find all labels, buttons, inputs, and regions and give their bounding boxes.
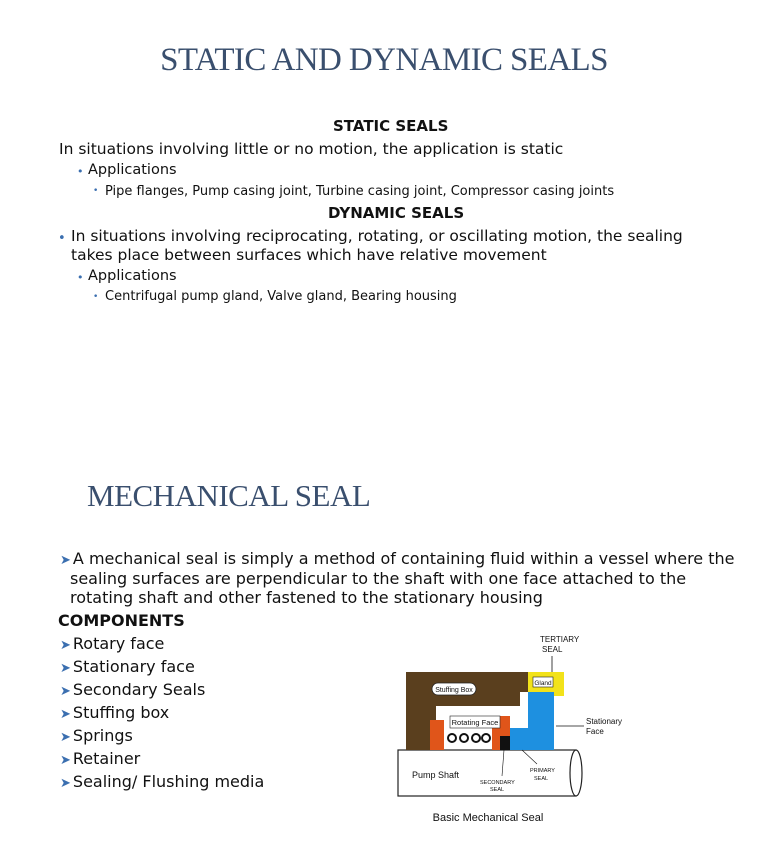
component-item: ➤ Springs <box>60 726 133 745</box>
diagram-caption: Basic Mechanical Seal <box>432 812 544 824</box>
static-applications-label: Applications <box>88 162 177 178</box>
component-item: ➤ Rotary face <box>60 634 165 653</box>
static-intro-text: In situations involving little or no motion, the application is static <box>59 140 564 158</box>
component-item: ➤ Secondary Seals <box>60 680 206 699</box>
label-secondary-1: SECONDARY <box>480 780 515 786</box>
label-rotating-face: Rotating Face <box>451 718 499 727</box>
slide-title-mechanical-seal: MECHANICAL SEAL <box>87 478 371 513</box>
dynamic-applications-items: Centrifugal pump gland, Valve gland, Bearing housing <box>105 289 457 304</box>
label-secondary-2: SEAL <box>490 787 505 793</box>
component-item: ➤ Sealing/ Flushing media <box>60 772 265 791</box>
component-item: ➤ Stationary face <box>60 657 195 676</box>
spring-coil <box>460 734 468 742</box>
arrow-bullet-icon: ➤ <box>60 730 71 745</box>
slide-title-static-dynamic: STATIC AND DYNAMIC SEALS <box>160 42 608 78</box>
bullet-dot-icon: • <box>93 186 99 196</box>
bullet-dot-icon: • <box>93 292 99 302</box>
spring-coil <box>448 734 456 742</box>
mechanical-desc-line-2: sealing surfaces are perpendicular to the shaft with one face attached to the <box>70 569 687 588</box>
bullet-dot-icon: • <box>77 271 84 284</box>
dynamic-intro-line-1: In situations involving reciprocating, rotating, or oscillating motion, the sealing <box>71 227 683 245</box>
mechanical-desc-line-1 <box>60 549 734 568</box>
dynamic-applications-label: Applications <box>88 268 177 284</box>
component-item: ➤ Stuffing box <box>60 703 170 722</box>
arrow-bullet-icon: ➤ <box>60 707 71 722</box>
spring-coil <box>482 734 490 742</box>
label-stationary-2: Face <box>586 727 604 736</box>
arrow-bullet-icon: ➤ <box>60 753 71 768</box>
label-pump-shaft: Pump Shaft <box>412 770 460 780</box>
arrow-bullet-icon: ➤ <box>60 661 71 676</box>
arrow-bullet-icon: ➤ <box>60 684 71 699</box>
dynamic-intro-line-2: takes place between surfaces which have relative movement <box>71 246 547 264</box>
arrow-bullet-icon: ➤ <box>60 553 71 568</box>
dynamic-seals-heading: DYNAMIC SEALS <box>328 204 465 222</box>
arrow-bullet-icon: ➤ <box>60 776 71 791</box>
retainer-shape <box>430 720 444 750</box>
static-seals-heading: STATIC SEALS <box>333 117 449 135</box>
arrow-bullet-icon: ➤ <box>60 638 71 653</box>
component-item: ➤ Retainer <box>60 749 141 768</box>
label-stationary-1: Stationary <box>586 717 623 726</box>
secondary-seal-shape <box>500 736 510 750</box>
pump-shaft-end <box>570 750 582 796</box>
label-primary-2: SEAL <box>534 776 549 782</box>
components-heading: COMPONENTS <box>58 611 185 630</box>
bullet-dot-icon: • <box>58 231 66 246</box>
label-tertiary-2: SEAL <box>542 645 563 654</box>
desc-text: A mechanical seal is simply a method of containing fluid within a vessel where the <box>72 549 735 568</box>
spring-coil <box>472 734 480 742</box>
static-applications-items: Pipe flanges, Pump casing joint, Turbine casing joint, Compressor casing joints <box>105 184 615 199</box>
label-primary-1: PRIMARY <box>530 768 555 774</box>
label-gland: Gland <box>534 680 552 687</box>
label-stuffing-box: Stuffing Box <box>435 687 473 694</box>
bullet-dot-icon: • <box>77 165 84 178</box>
mechanical-desc-line-3: rotating shaft and other fastened to the stationary housing <box>70 588 543 607</box>
label-tertiary-1: TERTIARY <box>540 635 580 644</box>
mechanical-seal-diagram <box>392 630 642 830</box>
